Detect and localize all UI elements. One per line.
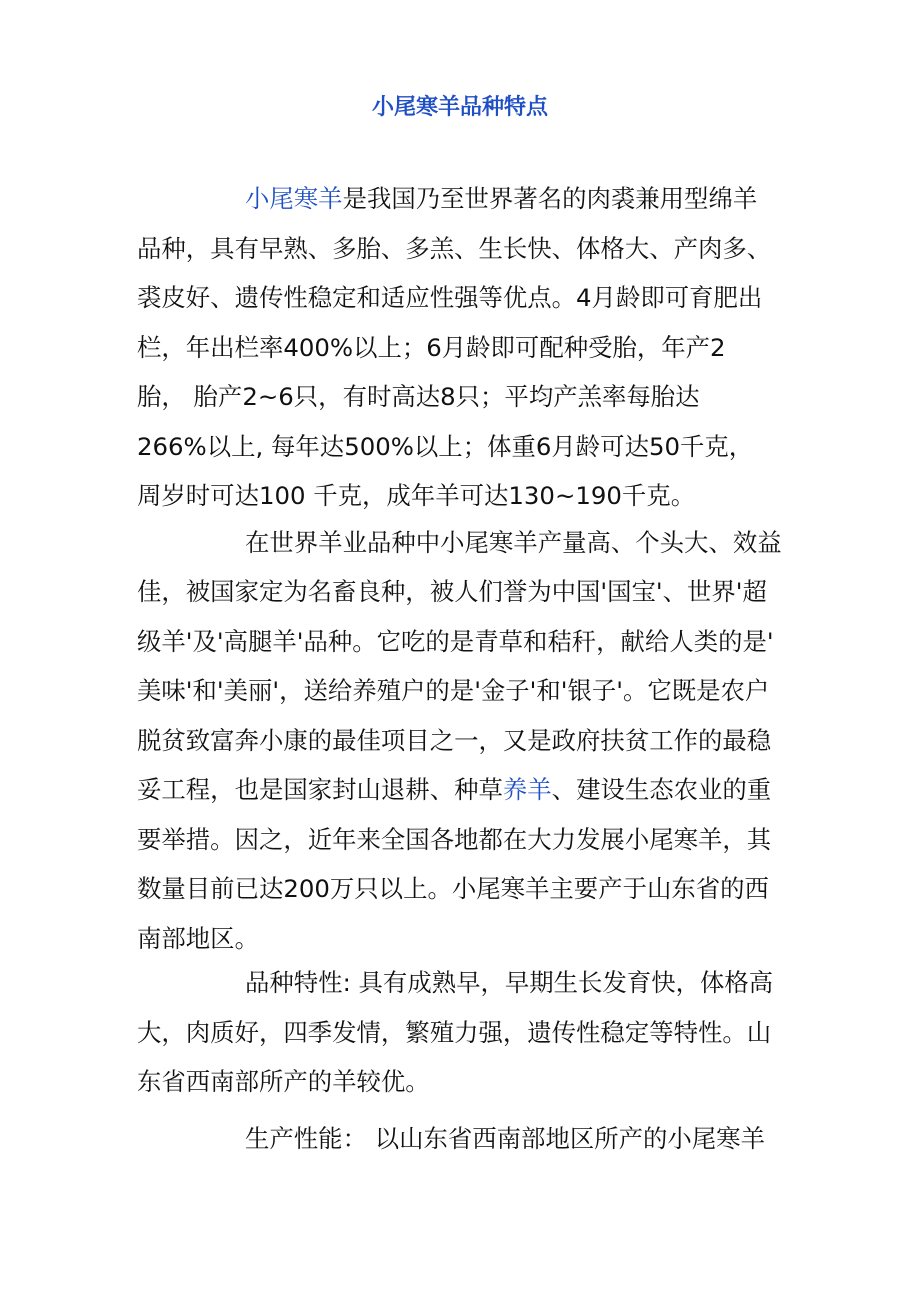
text-line <box>137 765 787 815</box>
text-line <box>137 422 787 472</box>
text-line <box>137 471 787 521</box>
text-line <box>137 1008 787 1058</box>
text-line <box>137 1114 787 1164</box>
text-segment: 级羊'及'高腿羊'品种。它吃的是青草和秸秆，献给人类的是' <box>137 626 774 656</box>
paragraph <box>137 1114 787 1164</box>
text-segment: 妥工程，也是国家封山退耕、种草 <box>137 775 503 804</box>
document-body <box>137 174 787 1163</box>
text-line <box>137 1057 787 1107</box>
text-line <box>137 716 787 766</box>
text-line <box>137 323 787 373</box>
text-segment: 大，肉质好，四季发情，繁殖力强，遗传性稳定等特性。山 <box>137 1017 772 1047</box>
text-segment: 266%以上, 每年达500%以上；体重6月龄可达50千克， <box>137 431 754 461</box>
text-segment: 周岁时可达100 千克，成年羊可达130~190千克。 <box>137 481 696 510</box>
text-segment: 生产性能： 以山东省西南部地区所产的小尾寒羊 <box>245 1123 765 1153</box>
text-line <box>137 914 787 964</box>
text-line <box>137 567 787 617</box>
text-line <box>137 617 787 667</box>
document-title: 小尾寒羊品种特点 <box>371 95 548 120</box>
text-segment: 数量目前已达200万只以上。小尾寒羊主要产于山东省的西 <box>137 874 769 903</box>
text-segment: 美味'和'美丽'，送给养殖户的是'金子'和'银子'。它既是农户 <box>137 676 770 705</box>
text-segment: 栏，年出栏率400%以上；6月龄即可配种受胎，年产2 <box>137 332 726 362</box>
text-segment: 、建设生态农业的重 <box>551 775 772 804</box>
text-segment: 东省西南部所产的羊较优。 <box>137 1067 430 1096</box>
text-line <box>137 666 787 716</box>
text-line <box>137 958 787 1008</box>
paragraph <box>137 174 787 521</box>
text-line <box>137 372 787 422</box>
text-line <box>137 815 787 865</box>
text-segment: 是我国乃至世界著名的肉裘兼用型绵羊 <box>342 184 758 213</box>
text-line <box>137 224 787 274</box>
text-segment: 要举措。因之，近年来全国各地都在大力发展小尾寒羊，其 <box>137 824 772 854</box>
text-line <box>137 518 787 568</box>
paragraph <box>137 958 787 1107</box>
text-segment: 品种特性: 具有成熟早，早期生长发育快，体格高 <box>245 968 774 997</box>
text-segment: 裘皮好、遗传性稳定和适应性强等优点。4月龄即可育肥出 <box>137 283 763 312</box>
paragraph <box>137 518 787 964</box>
text-line <box>137 174 787 224</box>
text-segment: 在世界羊业品种中小尾寒羊产量高、个头大、效益 <box>245 527 782 557</box>
text-line <box>137 864 787 914</box>
text-segment: 胎， 胎产2~6只，有时高达8只；平均产羔率每胎达 <box>137 382 700 411</box>
text-segment: 品种，具有早熟、多胎、多羔、生长快、体格大、产肉多、 <box>137 233 772 263</box>
text-line <box>137 273 787 323</box>
text-segment: 脱贫致富奔小康的最佳项目之一，又是政府扶贫工作的最稳 <box>137 725 772 755</box>
text-segment: 佳，被国家定为名畜良种，被人们誉为中国'国宝'、世界'超 <box>137 577 767 606</box>
keyword-link[interactable]: 养羊 <box>502 775 552 804</box>
keyword-link[interactable]: 小尾寒羊 <box>245 184 343 213</box>
text-segment: 南部地区。 <box>137 923 259 953</box>
